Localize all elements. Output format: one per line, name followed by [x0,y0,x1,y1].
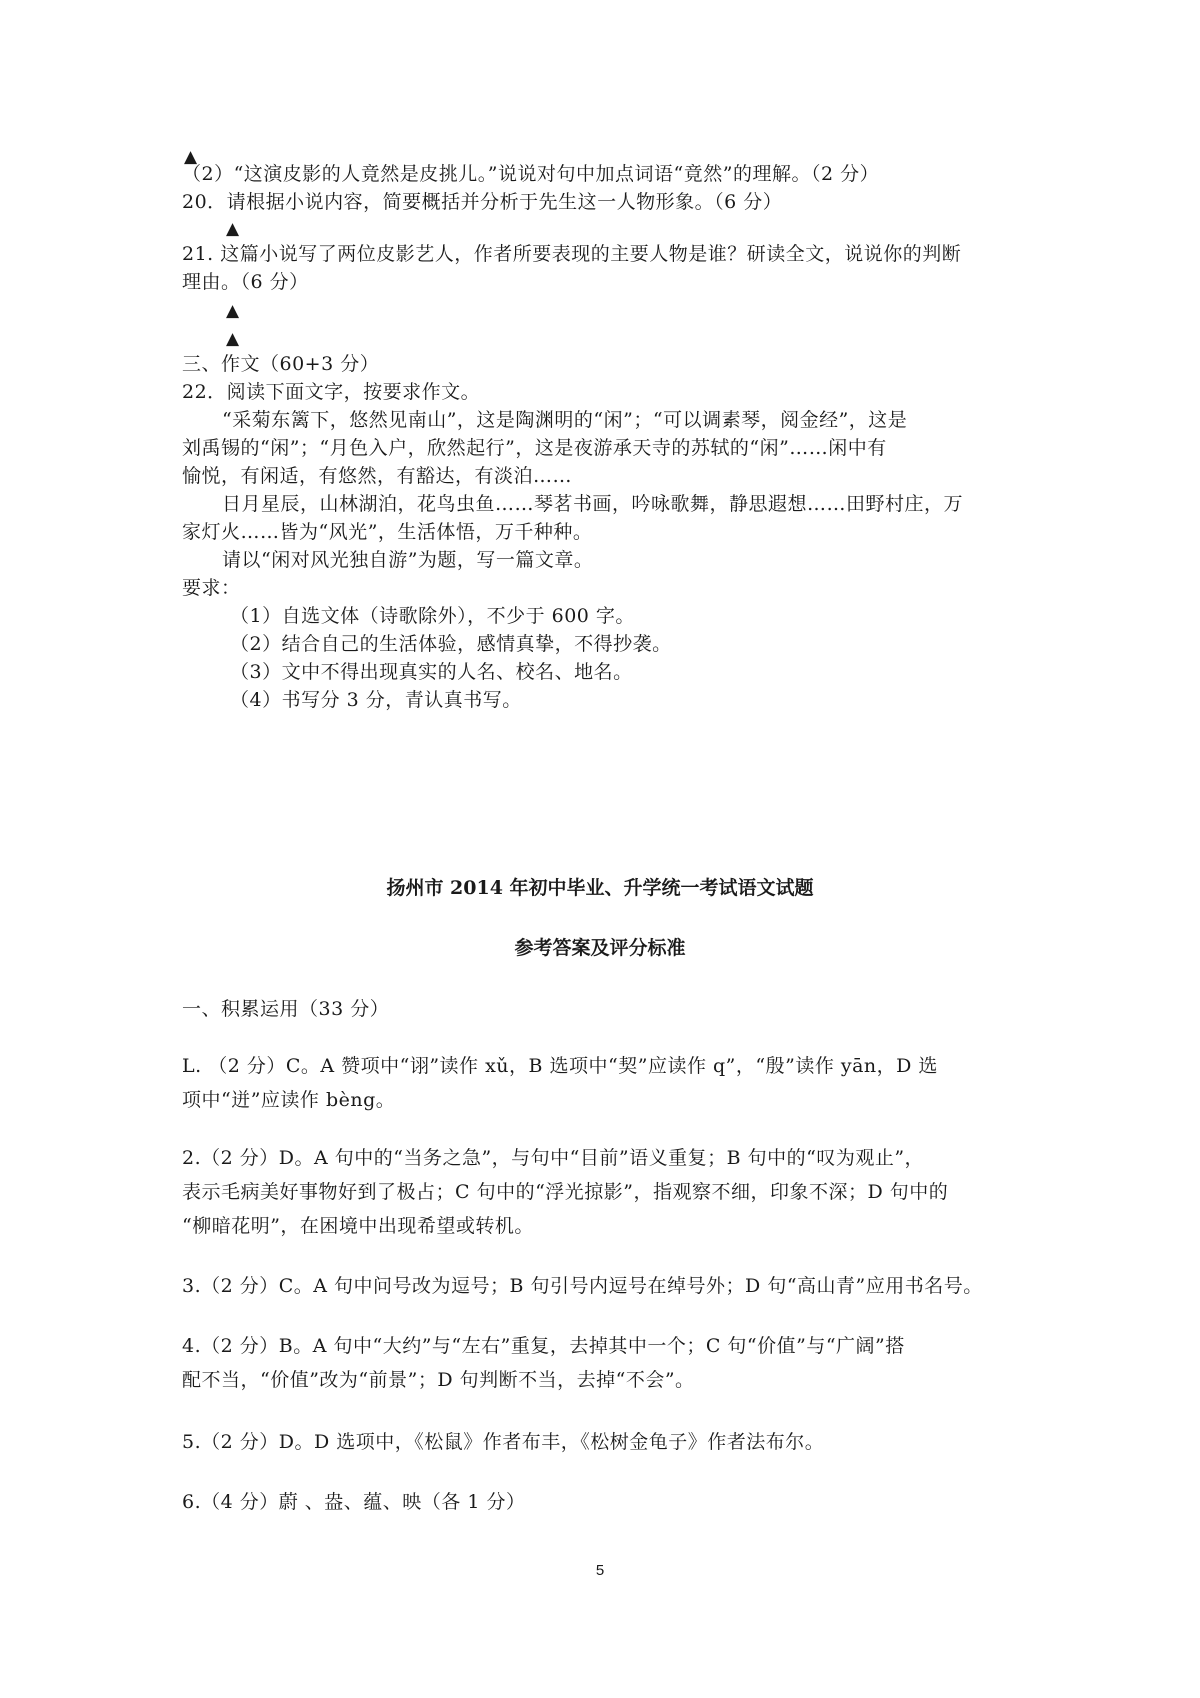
answer-triangle-marker: ▲ [226,219,240,239]
answer-4-line2: 配不当，“价值”改为“前景”；D 句判断不当，去掉“不会”。 [182,1369,695,1391]
question-21-line2: 理由。（6 分） [182,271,309,293]
requirements-label: 要求： [182,577,241,599]
prompt-paragraph-1-line3: 愉悦，有闲适，有悠然，有豁达，有淡泊…… [182,465,573,487]
answer-6: 6.（4 分）蔚 、盎、蕴、映（各 1 分） [182,1491,526,1513]
answer-4-line1: 4.（2 分）B。A 句中“大约”与“左右”重复，去掉其中一个；C 句“价值”与“广阔”搭 [182,1335,905,1357]
answer-triangle-marker: ▲ [226,301,240,321]
prompt-paragraph-2-line2: 家灯火……皆为“风光”，生活体悟，万千种种。 [182,521,593,543]
answer-triangle-marker: ▲ [184,147,198,167]
requirement-2: （2）结合自己的生活体验，感情真挚，不得抄袭。 [230,633,672,655]
answer-5: 5.（2 分）D。D 选项中，《松鼠》作者布丰，《松树金龟子》作者法布尔。 [182,1431,825,1453]
answer-key-title: 扬州市 2014 年初中毕业、升学统一考试语文试题 [386,877,814,899]
requirement-3: （3）文中不得出现真实的人名、校名、地名。 [230,661,633,683]
question-21-line1: 21. 这篇小说写了两位皮影艺人，作者所要表现的主要人物是谁？研读全文，说说你的判断 [182,243,962,265]
question-20: 20．请根据小说内容，简要概括并分析于先生这一人物形象。（6 分） [182,191,783,213]
requirement-1: （1）自选文体（诗歌除外），不少于 600 字。 [230,605,635,627]
prompt-paragraph-2-line1: 日月星辰，山林湖泊，花鸟虫鱼……琴茗书画，吟咏歌舞，静思遐想……田野村庄，万 [222,493,964,515]
answer-2-line1: 2.（2 分）D。A 句中的“当务之急”，与句中“目前”语义重复；B 句中的“叹为观止”， [182,1147,925,1169]
answer-3: 3.（2 分）C。A 句中问号改为逗号；B 句引号内逗号在绰号外；D 句“高山青”应用书名号。 [182,1275,983,1297]
answer-triangle-marker: ▲ [226,329,240,349]
page-number: 5 [595,1562,605,1579]
answer-2-line2: 表示毛病美好事物好到了极占；C 句中的“浮光掠影”，指观察不细，印象不深；D 句中的 [182,1181,949,1203]
answer-1-line1: L. （2 分）C。A 赞项中“诩”读作 xǔ，B 选项中“契”应读作 q”，“殷”读作 yān，D 选 [182,1055,938,1077]
prompt-paragraph-1-line1: “采菊东篱下，悠然见南山”，这是陶渊明的“闲”；“可以调素琴，阅金经”，这是 [222,409,908,431]
answer-section-1-heading: 一、积累运用（33 分） [182,998,390,1020]
prompt-paragraph-1-line2: 刘禹锡的“闲”；“月色入户，欣然起行”，这是夜游承天寺的苏轼的“闲”……闲中有 [182,437,887,459]
question-19-2: （2）“这演皮影的人竟然是皮挑儿。”说说对句中加点词语“竟然”的理解。（2 分） [182,163,880,185]
answer-key-subtitle: 参考答案及评分标准 [514,937,686,959]
answer-1-line2: 项中“迸”应读作 bèng。 [182,1089,396,1111]
section-3-heading: 三、作文（60+3 分） [182,353,380,375]
answer-2-line3: “柳暗花明”，在困境中出现希望或转机。 [182,1215,534,1237]
prompt-paragraph-3: 请以“闲对风光独自游”为题，写一篇文章。 [222,549,594,571]
question-22: 22．阅读下面文字，按要求作文。 [182,381,481,403]
requirement-4: （4）书写分 3 分，青认真书写。 [230,689,522,711]
